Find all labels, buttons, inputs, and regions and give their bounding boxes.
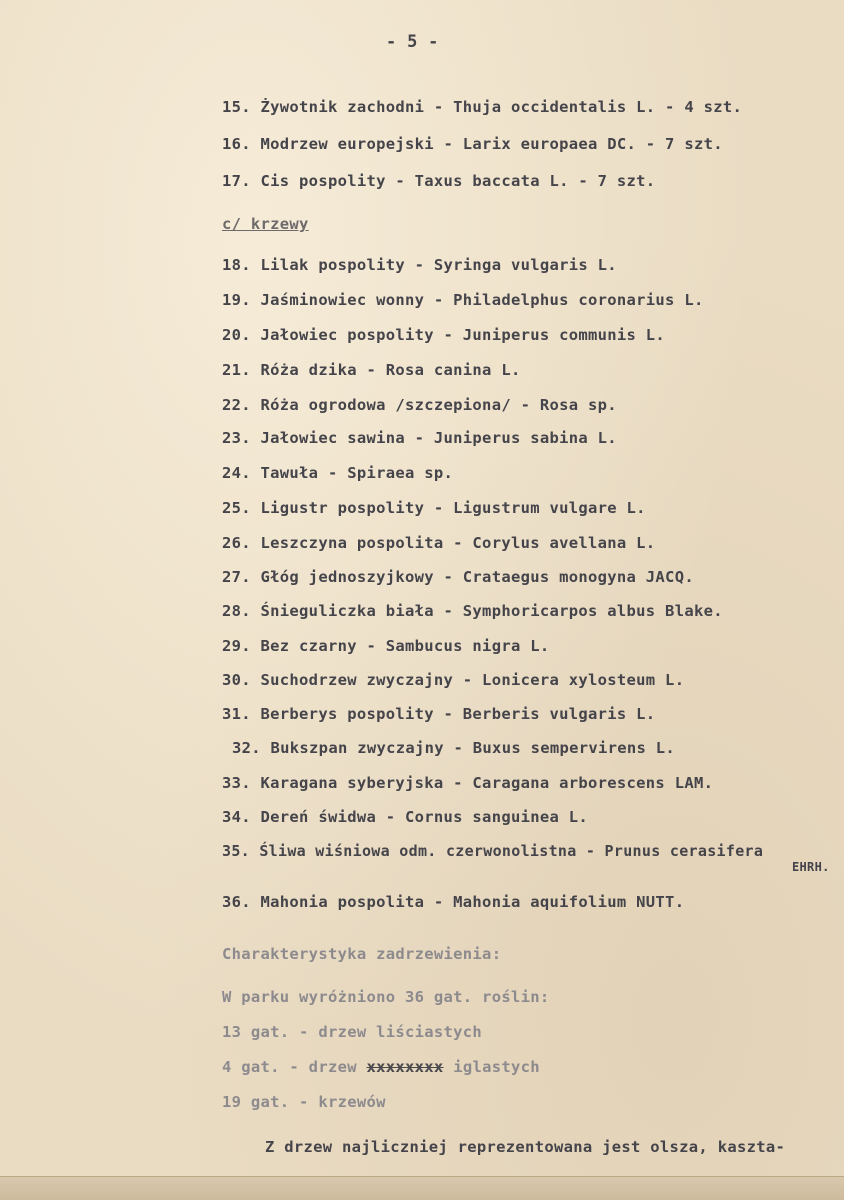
list-item: 26. Leszczyna pospolita - Corylus avellana L. — [222, 534, 656, 552]
list-item: 29. Bez czarny - Sambucus nigra L. — [222, 637, 550, 655]
summary-conifers — [222, 1058, 540, 1076]
section-heading: c/ krzewy — [222, 215, 309, 233]
list-item: 35. Śliwa wiśniowa odm. czerwonolistna - Prunus cerasifera — [222, 842, 764, 860]
list-item: 18. Lilak pospolity - Syringa vulgaris L. — [222, 256, 617, 274]
list-item: 32. Bukszpan zwyczajny - Buxus sempervirens L. — [232, 739, 676, 757]
list-item: 25. Ligustr pospolity - Ligustrum vulgare L. — [222, 499, 646, 517]
list-item: 17. Cis pospolity - Taxus baccata L. - 7 szt. — [222, 172, 656, 190]
list-item: 34. Dereń świdwa - Cornus sanguinea L. — [222, 808, 589, 826]
conifer-suffix: iglastych — [453, 1058, 540, 1076]
list-item: 23. Jałowiec sawina - Juniperus sabina L. — [222, 429, 617, 447]
list-item: 28. Śnieguliczka biała - Symphoricarpos albus Blake. — [222, 602, 723, 620]
summary-shrubs: 19 gat. - krzewów — [222, 1093, 386, 1111]
list-item: 27. Głóg jednoszyjkowy - Crataegus monogyna JACQ. — [222, 568, 694, 586]
list-item: 19. Jaśminowiec wonny - Philadelphus coronarius L. — [222, 291, 704, 309]
list-item: 24. Tawuła - Spiraea sp. — [222, 464, 454, 482]
summary-deciduous: 13 gat. - drzew liściastych — [222, 1023, 483, 1041]
summary-heading: Charakterystyka zadrzewienia: — [222, 945, 502, 963]
list-item: 22. Róża ogrodowa /szczepiona/ - Rosa sp. — [222, 396, 617, 414]
page-number: - 5 - — [386, 32, 439, 52]
struck-text: xxxxxxxx — [366, 1058, 444, 1076]
list-item: 15. Żywotnik zachodni - Thuja occidentalis L. - 4 szt. — [222, 98, 743, 116]
summary-intro: W parku wyróżniono 36 gat. roślin: — [222, 988, 550, 1006]
list-item: 31. Berberys pospolity - Berberis vulgaris L. — [222, 705, 656, 723]
list-item: 36. Mahonia pospolita - Mahonia aquifolium NUTT. — [222, 893, 685, 911]
list-item: 20. Jałowiec pospolity - Juniperus communis L. — [222, 326, 666, 344]
list-item: 33. Karagana syberyjska - Caragana arborescens LAM. — [222, 774, 714, 792]
page-bottom-edge — [0, 1176, 844, 1200]
list-item: 30. Suchodrzew zwyczajny - Lonicera xylosteum L. — [222, 671, 685, 689]
conifer-prefix: 4 gat. - drzew — [222, 1058, 357, 1076]
list-item: 21. Róża dzika - Rosa canina L. — [222, 361, 521, 379]
closing-line: Z drzew najliczniej reprezentowana jest olsza, kaszta- — [265, 1138, 786, 1156]
list-item: 16. Modrzew europejski - Larix europaea DC. - 7 szt. — [222, 135, 723, 153]
author-abbreviation: EHRH. — [792, 860, 830, 874]
